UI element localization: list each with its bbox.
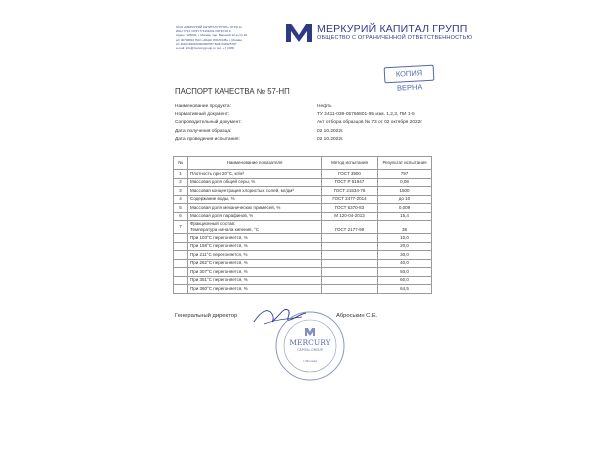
row-result: 797 [378, 170, 432, 179]
table-row [174, 178, 432, 187]
row-number [174, 251, 188, 260]
table-row [174, 170, 432, 179]
parameter-name: При 351°С перегоняется, % [190, 277, 248, 283]
header-result: Результат испытания [378, 157, 432, 170]
info-label: Дата получения образца: [175, 128, 232, 134]
row-parameter [188, 276, 322, 285]
parameter-name: При 103°С перегоняется, % [190, 234, 248, 240]
row-method [322, 276, 378, 285]
parameter-name: При 307°С перегоняется, % [190, 268, 248, 274]
row-method: ГОСТ 3900 [322, 170, 378, 179]
table-row [174, 268, 432, 277]
row-method: М 120-04-2013 [322, 212, 378, 221]
table-row [174, 234, 432, 243]
company-seal-icon [274, 310, 346, 382]
row-method [322, 268, 378, 277]
document-title: ПАСПОРТ КАЧЕСТВА № 57-НП [175, 87, 290, 96]
table-row [174, 187, 432, 196]
info-value: Нефть [317, 103, 332, 109]
row-parameter [188, 204, 322, 213]
parameter-subname: Температура начала кипения, °С [190, 227, 260, 232]
row-parameter [188, 187, 322, 196]
row-number [174, 276, 188, 285]
row-result: 64,5 [378, 285, 432, 294]
company-requisites [176, 25, 276, 50]
table-row [174, 212, 432, 221]
row-result: 1500 [378, 187, 432, 196]
row-number [174, 259, 188, 268]
row-method: ГОСТ 2477-2014 [322, 195, 378, 204]
row-method [322, 242, 378, 251]
row-method [322, 234, 378, 243]
info-value: 02.10.2022г. [317, 128, 344, 134]
table-row [174, 276, 432, 285]
document-info [175, 102, 457, 143]
row-parameter [188, 242, 322, 251]
row-parameter [188, 234, 322, 243]
parameter-name: При 360°С перегоняется, % [190, 285, 248, 291]
info-value: 02.10.2022г. [317, 136, 344, 142]
row-method [322, 259, 378, 268]
row-result: 15,4 [378, 212, 432, 221]
info-label: Сопроводительный документ: [175, 120, 242, 126]
company-logo [285, 22, 472, 44]
row-result: 60,0 [378, 276, 432, 285]
row-number: 5 [174, 204, 188, 213]
row-number: 4 [174, 195, 188, 204]
row-parameter [188, 259, 322, 268]
row-method: ГОСТ 21534-76 [322, 187, 378, 196]
row-method [322, 251, 378, 260]
parameter-name: Фракционный состав: [190, 221, 236, 226]
info-value: Акт отбора образцов № 73 от 02 октября 2022г [317, 120, 423, 126]
row-result: до 10 [378, 195, 432, 204]
parameter-name: Плотность при 20°С, кг/м³ [190, 170, 244, 176]
row-parameter [188, 221, 322, 234]
parameter-name: Массовая доля парафинов, % [190, 213, 254, 219]
row-number: 7 [174, 221, 188, 234]
row-result: 10,0 [378, 234, 432, 243]
table-row [174, 221, 432, 234]
seal-title: MERCURY [289, 338, 331, 347]
row-number: 3 [174, 187, 188, 196]
table-row [174, 251, 432, 260]
row-method [322, 285, 378, 294]
row-result: 0,009 [378, 204, 432, 213]
parameter-name: Содержание воды, % [190, 196, 235, 202]
info-label: Дата проведения испытания: [175, 136, 240, 142]
row-parameter [188, 195, 322, 204]
info-row [175, 110, 457, 118]
row-result: 30,0 [378, 251, 432, 260]
row-result: 0,08 [378, 178, 432, 187]
parameter-name: При 158°С перегоняется, % [190, 243, 248, 249]
table-row [174, 195, 432, 204]
info-row [175, 102, 457, 110]
header-num: № [174, 157, 188, 170]
signer-name: Аброськин С.Е. [336, 313, 378, 319]
info-row [175, 127, 457, 135]
address-line: р/с 40702810 ПАО «БАНК УРАЛСИБ» г. Москва [176, 37, 242, 42]
director-position: Генеральный директор [175, 313, 238, 319]
address-line: к/с 30101810100000000787 БИК 044525787 [176, 41, 237, 46]
parameter-name: При 262°С перегоняется, % [190, 260, 248, 266]
row-number: 1 [174, 170, 188, 179]
quality-parameters-table [173, 156, 432, 294]
row-result: 20,0 [378, 242, 432, 251]
table-row [174, 204, 432, 213]
table-row [174, 285, 432, 294]
row-result: 50,0 [378, 268, 432, 277]
row-number [174, 285, 188, 294]
row-number: 2 [174, 178, 188, 187]
table-header-row [174, 157, 432, 170]
parameter-name: Массовая концентрация хлористых солей, мг/дм³ [190, 187, 294, 193]
address-line: ООО «МЕРКУРИЙ КАПИТАЛ ГРУПП» ОГРН 11 [176, 25, 242, 29]
seal-subtitle: CAPITAL GROUP [297, 348, 323, 352]
company-form: ОБЩЕСТВО С ОГРАНИЧЕННОЙ ОТВЕТСТВЕННОСТЬЮ [317, 35, 473, 41]
row-number [174, 242, 188, 251]
info-row [175, 135, 457, 143]
table-row [174, 242, 432, 251]
row-result: 40,0 [378, 259, 432, 268]
address-line: ИНН 7714 / КПП 771401001 ОКПО 00 0 [176, 29, 231, 34]
row-result: 38 [378, 221, 432, 234]
row-number [174, 268, 188, 277]
address-line: Адрес: 125040, г. Москва, пер. Верхний 12-а стр 18 [176, 33, 248, 38]
parameter-name: Массовая доля общей серы, % [190, 179, 256, 185]
row-method: ГОСТ 6370-83 [322, 204, 378, 213]
copy-certified-stamp: КОПИЯ ВЕРНА [384, 65, 435, 84]
info-label: Нормативный документ: [175, 111, 230, 117]
row-method: ГОСТ 2177-99 [322, 221, 378, 234]
row-method: ГОСТ Р 51947 [322, 178, 378, 187]
info-row [175, 119, 457, 127]
parameter-name: Массовая доля механических примесей, % [190, 204, 281, 210]
parameter-name: При 211°С перегоняется, % [190, 251, 248, 257]
mercury-logo-icon [285, 22, 313, 44]
row-parameter [188, 285, 322, 294]
header-method: Метод испытания [322, 157, 378, 170]
row-number [174, 234, 188, 243]
row-number: 6 [174, 212, 188, 221]
address-line: e-mail: info@mercurygroup.ru тел. +7 (495) [176, 46, 235, 51]
info-label: Наименование продукта: [175, 103, 231, 109]
row-parameter [188, 178, 322, 187]
seal-city: г.Москва [302, 359, 318, 363]
table-row [174, 259, 432, 268]
row-parameter [188, 170, 322, 179]
header-name: Наименование показателя [188, 157, 322, 170]
row-parameter [188, 268, 322, 277]
row-parameter [188, 251, 322, 260]
info-value: ТУ 2411-038-05766801-95 изм. 1,2,3, ПИ 1-5 [317, 111, 415, 117]
row-parameter [188, 212, 322, 221]
company-name: МЕРКУРИЙ КАПИТАЛ ГРУПП [317, 23, 468, 35]
